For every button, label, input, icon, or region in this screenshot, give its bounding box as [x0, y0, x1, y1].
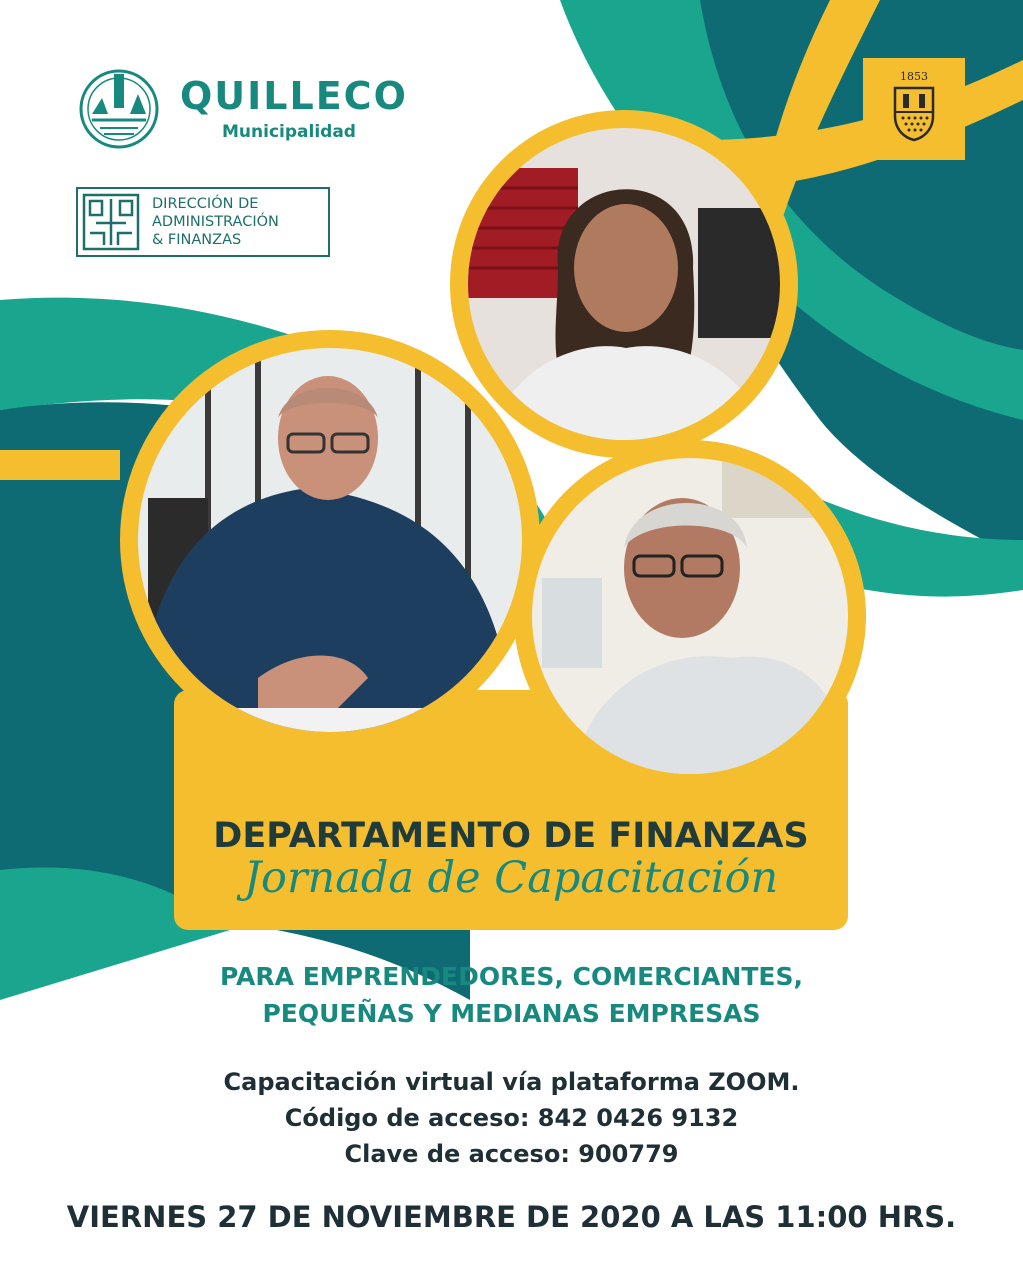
org-name: QUILLECO [180, 74, 408, 118]
photo-man-smiling [532, 458, 848, 774]
audience-line: PEQUEÑAS Y MEDIANAS EMPRESAS [262, 999, 761, 1028]
coat-of-arms-icon [893, 86, 935, 142]
event-datetime: VIERNES 27 DE NOVIEMBRE DE 2020 A LAS 11:00 HRS. [66, 1200, 957, 1234]
department-badge-line: ADMINISTRACIÓN [152, 214, 279, 230]
access-code: Código de acceso: 842 0426 9132 [284, 1104, 739, 1132]
department-title: DEPARTAMENTO DE FINANZAS [213, 816, 809, 856]
municipality-emblem-icon [78, 64, 160, 154]
org-subtitle: Municipalidad [222, 122, 356, 142]
audience-text [0, 958, 1023, 1032]
photo-woman [468, 128, 780, 440]
department-badge-line: & FINANZAS [152, 232, 242, 248]
access-password: Clave de acceso: 900779 [344, 1140, 679, 1168]
audience-line: PARA EMPRENDEDORES, COMERCIANTES, [220, 962, 803, 991]
department-emblem-icon [82, 193, 140, 251]
access-info [0, 1064, 1023, 1172]
department-badge-text [152, 195, 279, 249]
crest-year: 1853 [900, 70, 928, 83]
event-title: Jornada de Capacitación [243, 853, 779, 903]
department-badge-line: DIRECCIÓN DE [152, 196, 259, 212]
platform-text: Capacitación virtual vía plataforma ZOOM. [223, 1068, 800, 1096]
photo-man-writing [138, 348, 522, 732]
